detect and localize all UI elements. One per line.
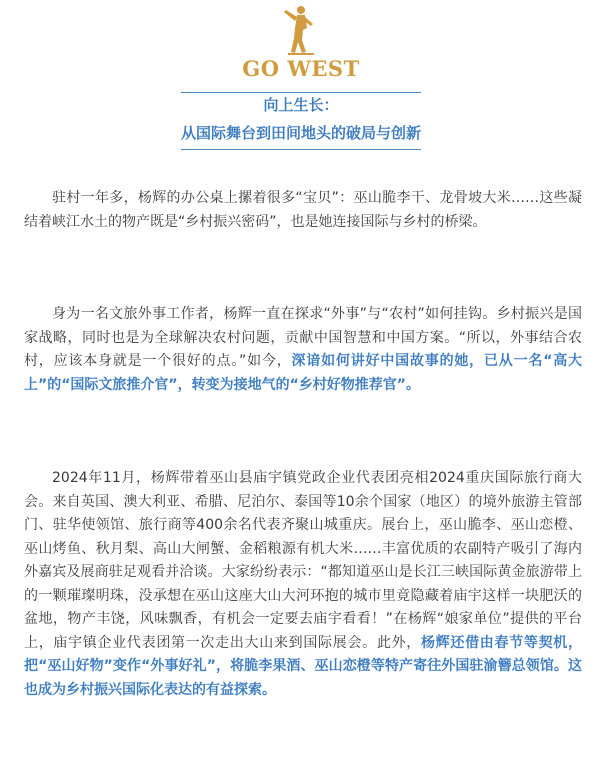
article-heading [0,92,602,152]
logo-text: GO WEST [242,56,360,81]
paragraph-1-text: 驻村一年多，杨辉的办公桌上摞着很多“宝贝”：巫山脆李干、龙骨坡大米……这些凝结着峡江水土的物产既是“乡村振兴密码”，也是她连接国际与乡村的桥梁。 [24,190,582,230]
paragraph-1 [24,187,582,234]
dancing-figure-icon [280,4,322,56]
heading-line-2: 从国际舞台到田间地头的破局与创新 [180,124,421,142]
paragraph-2-highlight: 深谙如何讲好中国故事的她，已从一名“高大上”的“国际文旅推介官”，转变为接地气的“乡村好物推荐官”。 [24,353,582,393]
paragraph-2 [24,303,582,397]
paragraph-3-highlight: 杨辉还借由春节等契机，把“巫山好物”变作“外事好礼”，将脆李果酒、巫山恋橙等特产寄往外国驻渝簪总领馆。这也成为乡村振兴国际化表达的有益探索。 [24,634,583,698]
heading-top-rule [181,92,421,93]
heading-bottom-rule [181,149,421,150]
paragraph-2-text: 身为一名文旅外事工作者，杨辉一直在探求“外事”与“农村”如何挂钩。乡村振兴是国家战略，同时也是为全球解决农村问题，贡献中国智慧和中国方案。“所以，外事结合农村，应该本身就是一个很好的点。”如今， [24,306,582,369]
paragraph-3-text: 2024年11月，杨辉带着巫山县庙宇镇党政企业代表团亮相2024重庆国际旅行商大会。来自英国、澳大利亚、希腊、尼泊尔、泰国等10余个国家（地区）的境外旅游主管部门、驻华使领馆、旅行商等400余名代表齐聚山城重庆。展台上，巫山脆李、巫山恋橙、巫山烤鱼、秋月梨、高山大闸蟹、金稻粮源有机大米……丰富优质的农副特产吸引了海内外嘉宾及展商驻足观看并洽谈。大家纷纷表示：“都知道巫山是长江三峡国际黄金旅游带上的一颗璀璨明珠，没承想在巫山这座大山大河环抱的城市里竟隐藏着庙宇这样一块肥沃的盆地，物产丰饶，风味飘香，有机会一定要去庙宇看看！”在杨辉“娘家单位”提供的平台上，庙宇镇企业代表团第一次走出大山来到国际展会。此外， [24,470,582,651]
paragraph-3 [24,467,582,702]
go-west-logo [0,0,602,92]
heading-line-1: 向上生长： [263,96,339,114]
